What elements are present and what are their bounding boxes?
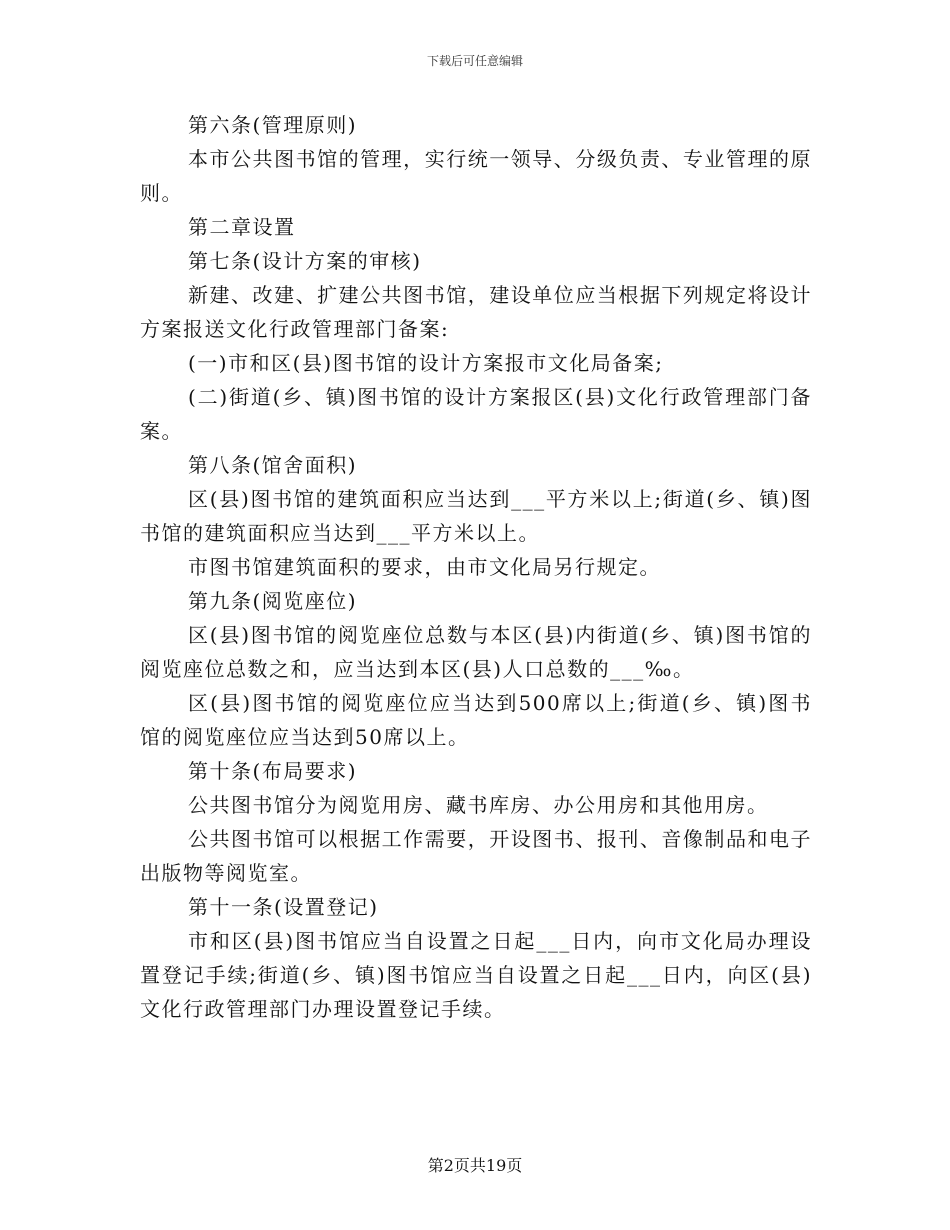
article-heading: 第九条(阅览座位) (188, 589, 358, 613)
article-heading: 第十条(布局要求) (188, 759, 358, 783)
article-paragraph: 区(县)图书馆的阅览座位总数与本区(县)内街道(乡、镇)图书馆的阅览座位总数之和，应当达到本区(县)人口总数的___‰。 (140, 623, 812, 681)
article-paragraph: 新建、改建、扩建公共图书馆，建设单位应当根据下列规定将设计方案报送文化行政管理部门备案: (140, 283, 812, 341)
page-header: 下载后可任意编辑 (426, 54, 523, 68)
chapter-heading: 第二章设置 (188, 215, 296, 239)
page-number: 第2页共19页 (427, 1156, 523, 1175)
article-paragraph: 公共图书馆可以根据工作需要，开设图书、报刊、音像制品和电子出版物等阅览室。 (140, 827, 812, 885)
article-paragraph: 市和区(县)图书馆应当自设置之日起___日内，向市文化局办理设置登记手续;街道(乡、镇)图书馆应当自设置之日起___日内，向区(县)文化行政管理部门办理设置登记手续。 (140, 929, 812, 1021)
article-heading: 第八条(馆舍面积) (188, 453, 358, 477)
article-heading: 第十一条(设置登记) (188, 895, 379, 919)
article-paragraph: 区(县)图书馆的阅览座位应当达到500席以上;街道(乡、镇)图书馆的阅览座位应当达到50席以上。 (140, 691, 812, 749)
article-heading: 第六条(管理原则) (188, 113, 358, 137)
article-paragraph: (一)市和区(县)图书馆的设计方案报市文化局备案; (188, 351, 664, 375)
article-paragraph: 市图书馆建筑面积的要求，由市文化局另行规定。 (188, 555, 661, 579)
article-paragraph: (二)街道(乡、镇)图书馆的设计方案报区(县)文化行政管理部门备案。 (140, 385, 812, 443)
article-paragraph: 本市公共图书馆的管理，实行统一领导、分级负责、专业管理的原则。 (140, 147, 812, 205)
article-heading: 第七条(设计方案的审核) (188, 249, 422, 273)
article-paragraph: 公共图书馆分为阅览用房、藏书库房、办公用房和其他用房。 (188, 793, 769, 817)
document-body (140, 108, 812, 1026)
article-paragraph: 区(县)图书馆的建筑面积应当达到___平方米以上;街道(乡、镇)图书馆的建筑面积应当达到___平方米以上。 (140, 487, 812, 545)
